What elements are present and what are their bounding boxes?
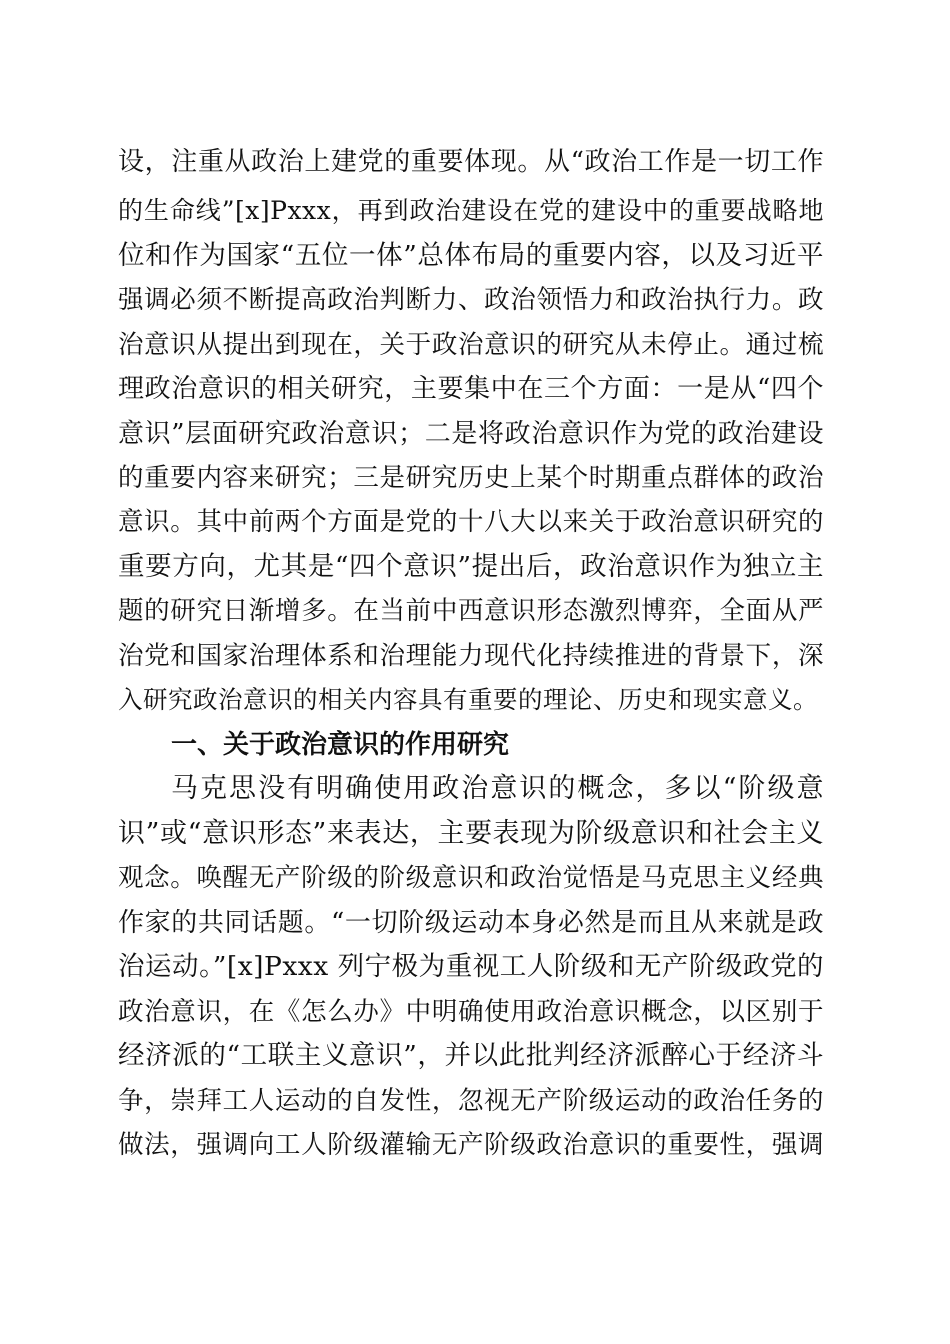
paragraph-2-line-5: 治运动。”[x]Pxxx 列宁极为重视工人阶级和无产阶级政党的 bbox=[118, 951, 824, 982]
paragraph-1-line-5: 治意识从提出到现在，关于政治意识的研究从未停止。通过梳 bbox=[118, 330, 824, 360]
paragraph-1-line-8: 的重要内容来研究；三是研究历史上某个时期重点群体的政治 bbox=[118, 463, 824, 493]
paragraph-2-line-6: 政治意识，在《怎么办》中明确使用政治意识概念，以区别于 bbox=[118, 997, 824, 1027]
paragraph-2-line-8: 争，崇拜工人运动的自发性，忽视无产阶级运动的政治任务的 bbox=[118, 1086, 824, 1116]
section-heading: 一、关于政治意识的作用研究 bbox=[171, 730, 510, 760]
paragraph-1-line-9: 意识。其中前两个方面是党的十八大以来关于政治意识研究的 bbox=[118, 507, 824, 537]
paragraph-2-line-9: 做法，强调向工人阶级灌输无产阶级政治意识的重要性，强调 bbox=[118, 1130, 824, 1160]
paragraph-2-line-3: 观念。唤醒无产阶级的阶级意识和政治觉悟是马克思主义经典 bbox=[118, 863, 824, 893]
paragraph-1-line-6: 理政治意识的相关研究，主要集中在三个方面：一是从“四个 bbox=[118, 374, 824, 404]
paragraph-1-line-7: 意识”层面研究政治意识；二是将政治意识作为党的政治建设 bbox=[118, 419, 824, 449]
paragraph-1-line-12: 治党和国家治理体系和治理能力现代化持续推进的背景下，深 bbox=[118, 641, 824, 671]
paragraph-1-line-4: 强调必须不断提高政治判断力、政治领悟力和政治执行力。政 bbox=[118, 285, 824, 315]
paragraph-2-line-2: 识”或“意识形态”来表达，主要表现为阶级意识和社会主义 bbox=[118, 818, 824, 849]
paragraph-1-line-2: 的生命线”[x]Pxxx，再到政治建设在党的建设中的重要战略地 bbox=[118, 196, 824, 225]
paragraph-1-line-13: 入研究政治意识的相关内容具有重要的理论、历史和现实意义。 bbox=[118, 685, 818, 714]
paragraph-1-line-10: 重要方向，尤其是“四个意识”提出后，政治意识作为独立主 bbox=[118, 551, 824, 582]
paragraph-2-line-4: 作家的共同话题。“一切阶级运动本身必然是而且从来就是政 bbox=[118, 908, 824, 938]
paragraph-1-line-3: 位和作为国家“五位一体”总体布局的重要内容，以及习近平 bbox=[118, 240, 824, 271]
paragraph-2-line-7: 经济派的“工联主义意识”，并以此批判经济派醉心于经济斗 bbox=[118, 1040, 824, 1071]
paragraph-1-line-11: 题的研究日渐增多。在当前中西意识形态激烈博弈，全面从严 bbox=[118, 596, 824, 626]
paragraph-1-line-1: 设，注重从政治上建党的重要体现。从“政治工作是一切工作 bbox=[118, 147, 824, 177]
paragraph-2-line-1: 马克思没有明确使用政治意识的概念，多以“阶级意 bbox=[171, 773, 824, 804]
